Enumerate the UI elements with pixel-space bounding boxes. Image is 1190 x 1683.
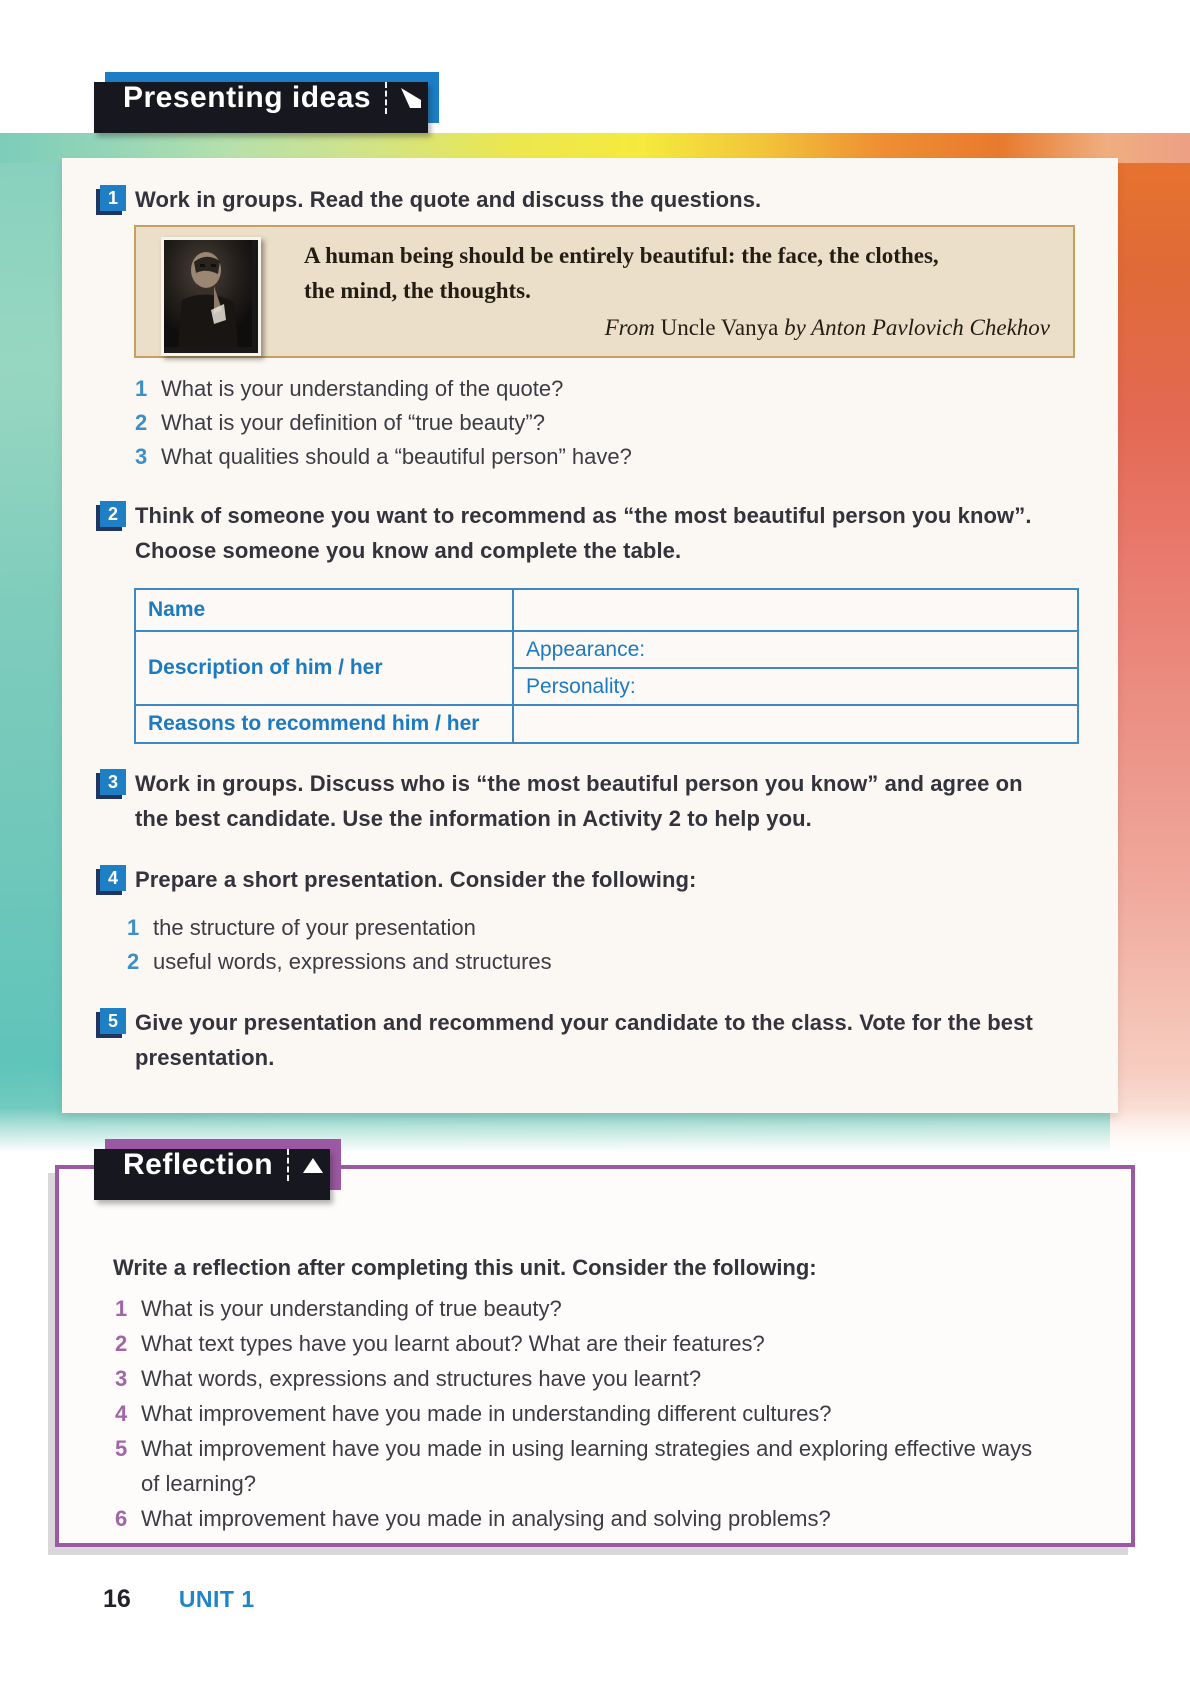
reflection-header <box>105 1139 341 1190</box>
reflection-item-number: 6 <box>115 1506 128 1531</box>
activity-4 <box>100 862 1078 979</box>
reflection-item-text: What improvement have you made in analysing and solving problems? <box>141 1506 831 1531</box>
presenting-ideas-title: Presenting ideas <box>123 80 372 114</box>
pointer-triangle-icon <box>399 86 423 110</box>
quote-attribution <box>304 310 1054 345</box>
table-reasons-value-cell[interactable] <box>512 704 1077 742</box>
table-name-label: Name <box>148 598 206 621</box>
item-text: the structure of your presentation <box>153 915 476 940</box>
question-text: What is your definition of “true beauty”? <box>161 410 545 435</box>
table-description-label: Description of him / her <box>136 630 512 704</box>
question-number: 2 <box>135 410 148 435</box>
item-number: 1 <box>127 915 140 940</box>
consideration-item <box>127 945 697 979</box>
activity-5-instruction: Give your presentation and recommend your candidate to the class. Vote for the best presentation. <box>135 1010 1033 1070</box>
activity-5 <box>100 1005 1078 1075</box>
activity-1-number-badge: 1 <box>100 185 126 211</box>
question-item <box>135 372 1078 406</box>
question-item <box>135 406 1078 440</box>
reflection-item-text: What is your understanding of true beauty? <box>141 1296 562 1321</box>
activity-2 <box>100 498 1078 568</box>
reflection-item-text: What words, expressions and structures have you learnt? <box>141 1366 702 1391</box>
reflection-item-number: 5 <box>115 1436 128 1461</box>
activity-2-number-badge: 2 <box>100 501 126 527</box>
quote-box <box>134 225 1075 358</box>
reflection-question-list <box>115 1291 1091 1536</box>
activity-1 <box>100 182 1078 217</box>
reflection-item <box>115 1396 1091 1431</box>
quote-line-1: A human being should be entirely beautiful: the face, the clothes, <box>304 243 939 268</box>
reflection-item-text: What improvement have you made in using learning strategies and exploring effective ways of learning? <box>141 1436 1033 1496</box>
reflection-item <box>115 1326 1091 1361</box>
unit-label: UNIT 1 <box>178 1586 255 1612</box>
reflection-section-box <box>55 1165 1135 1547</box>
badge-dashed-divider <box>385 82 387 114</box>
table-reasons-label: Reasons to recommend him / her <box>136 704 512 742</box>
triangle-up-icon <box>301 1153 325 1177</box>
table-personality-cell[interactable]: Personality: <box>512 667 1077 704</box>
reflection-item-text: What text types have you learnt about? What are their features? <box>141 1331 765 1356</box>
activity-3-instruction: Work in groups. Discuss who is “the most beautiful person you know” and agree on the best candidate. Use the information in Activity 2 to help you. <box>135 771 1023 831</box>
activity-1-instruction: Work in groups. Read the quote and discuss the questions. <box>135 187 762 212</box>
activity-3 <box>100 766 1078 836</box>
table-name-value-cell[interactable] <box>512 590 1077 630</box>
page-footer <box>103 1585 255 1614</box>
chekhov-portrait-photo <box>161 237 261 356</box>
reflection-item <box>115 1501 1091 1536</box>
reflection-intro: Write a reflection after completing this unit. Consider the following: <box>113 1255 817 1280</box>
presenting-section-card <box>62 158 1118 1113</box>
question-number: 1 <box>135 376 148 401</box>
presenting-ideas-header <box>105 72 439 123</box>
quote-text-block <box>304 238 1054 345</box>
attribution-from: From <box>604 315 655 340</box>
portrait-illustration <box>164 240 252 347</box>
item-text: useful words, expressions and structures <box>153 949 552 974</box>
page-number: 16 <box>103 1585 131 1613</box>
question-number: 3 <box>135 444 148 469</box>
reflection-item <box>115 1361 1091 1396</box>
reflection-item-number: 1 <box>115 1296 128 1321</box>
activity-4-number-badge: 4 <box>100 865 126 891</box>
reflection-item <box>115 1291 1091 1326</box>
table-appearance-cell[interactable]: Appearance: <box>512 630 1077 667</box>
recommendation-table <box>134 588 1079 744</box>
quote-line-2: the mind, the thoughts. <box>304 278 531 303</box>
question-item <box>135 440 1078 474</box>
activity-3-number-badge: 3 <box>100 769 126 795</box>
reflection-title: Reflection <box>123 1147 274 1181</box>
attribution-work-title: Uncle Vanya <box>654 315 785 340</box>
reflection-item <box>115 1431 1091 1501</box>
activity-5-number-badge: 5 <box>100 1008 126 1034</box>
attribution-author: by Anton Pavlovich Chekhov <box>784 315 1050 340</box>
badge-dashed-divider <box>287 1149 289 1181</box>
question-text: What is your understanding of the quote? <box>161 376 564 401</box>
question-text: What qualities should a “beautiful person” have? <box>161 444 632 469</box>
reflection-item-number: 2 <box>115 1331 128 1356</box>
item-number: 2 <box>127 949 140 974</box>
reflection-item-number: 3 <box>115 1366 128 1391</box>
reflection-item-number: 4 <box>115 1401 128 1426</box>
reflection-item-text: What improvement have you made in understanding different cultures? <box>141 1401 832 1426</box>
activity-2-instruction: Think of someone you want to recommend as “the most beautiful person you know”. Choose someone you know and complete the table. <box>135 503 1032 563</box>
activity-1-question-list <box>135 372 1078 474</box>
activity-4-item-list <box>127 911 697 979</box>
activity-4-instruction: Prepare a short presentation. Consider the following: <box>135 867 697 892</box>
consideration-item <box>127 911 697 945</box>
